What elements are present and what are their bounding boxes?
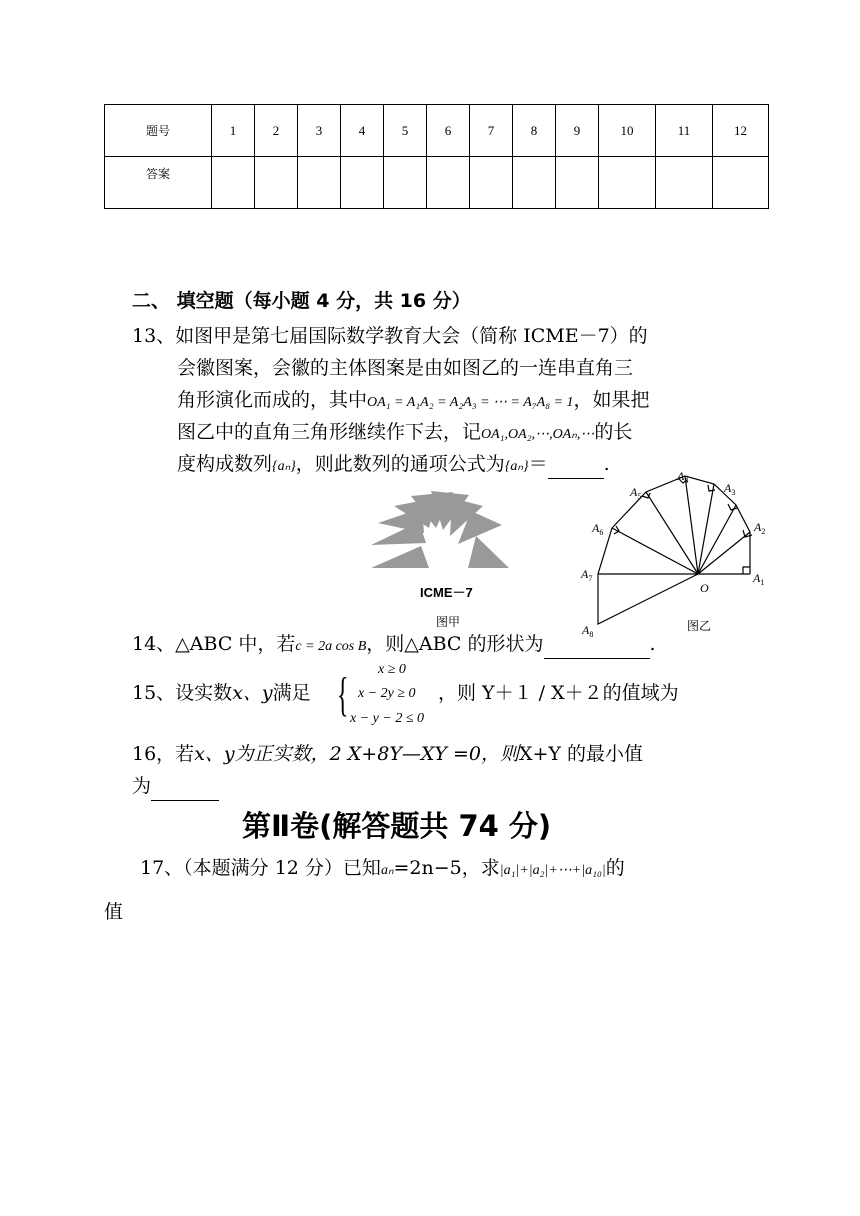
q17-sum-expression: |a₁|+|a₂|+⋯+|a₁₀| [499, 863, 606, 878]
q15-condition: x ≥ 0 [378, 662, 406, 677]
q13-text: 度构成数列 [177, 453, 273, 475]
answer-cell[interactable] [470, 157, 513, 209]
q13-text: ＝ [528, 453, 548, 475]
point-label-A2: $A_2$ [754, 520, 766, 536]
point-label-A5: $A_5$ [630, 485, 642, 501]
q16-expression: 2 X+8Y—XY =0，则 [329, 743, 519, 765]
q16-text: 16，若 [132, 743, 195, 765]
question-number: 9 [556, 105, 599, 157]
q13-line4 [177, 418, 632, 449]
system-brace: { [337, 668, 349, 721]
logo-triangle [468, 536, 509, 568]
q13-text: 的长 [594, 421, 633, 443]
answer-blank[interactable] [151, 772, 219, 801]
q13-line3 [177, 386, 650, 417]
question-number: 7 [470, 105, 513, 157]
question-number: 12 [713, 105, 769, 157]
q13-line5 [177, 450, 610, 481]
q13-sequence-symbol: {aₙ} [272, 459, 296, 474]
answer-cell[interactable] [255, 157, 298, 209]
q15-vars: x、y [232, 682, 273, 704]
q16-line2 [132, 772, 219, 801]
q17-line2: 值 [104, 901, 124, 923]
answer-cell[interactable] [713, 157, 769, 209]
question-number: 11 [656, 105, 713, 157]
point-label-A3: $A_3$ [724, 481, 736, 497]
q14-text: 14、△ABC 中，若 [132, 633, 296, 655]
point-label-A8: $A_8$ [582, 623, 594, 639]
q13-sequence-symbol: {aₙ} [504, 459, 529, 474]
answer-cell[interactable] [341, 157, 384, 209]
q15-condition: x − y − 2 ≤ 0 [350, 711, 425, 726]
question-number: 5 [384, 105, 427, 157]
answer-cell[interactable] [556, 157, 599, 209]
radius-OA6 [646, 492, 698, 574]
q14-line [132, 630, 656, 661]
q15-text: 满足 [272, 682, 311, 704]
q13-text: ，则此数列的通项公式为 [295, 453, 505, 475]
q13-text: 图乙中的直角三角形继续作下去，记 [177, 421, 482, 443]
point-label-A1: $A_1$ [753, 571, 765, 587]
q14-equation: c = 2a cos B [295, 639, 367, 654]
right-angle-marker [743, 567, 750, 574]
part-title: 第Ⅱ卷(解答题共 74 分) [242, 809, 552, 843]
figure-caption: 图甲 [436, 615, 461, 629]
logo-text: ICME－7 [420, 585, 473, 600]
answer-cell[interactable] [656, 157, 713, 209]
radius [612, 528, 698, 574]
q13-line1: 13、如图甲是第七届国际数学教育大会（简称 ICME－7）的 [132, 325, 648, 347]
q15-condition: x − 2y ≥ 0 [358, 686, 416, 701]
q15-text: 15、设实数 [132, 682, 233, 704]
q13-equation: OA₁ = A₁A₂ = A₂A₃ = ⋯ = A₇A₈ = 1 [367, 395, 574, 410]
question-number: 8 [513, 105, 556, 157]
radius-OA5 [685, 476, 698, 574]
q17-sequence-term: aₙ [380, 863, 394, 878]
question-number: 3 [298, 105, 341, 157]
table-row-answers [105, 157, 769, 209]
question-number-header: 题号 [105, 105, 212, 157]
answer-blank[interactable] [544, 630, 650, 659]
q17-text: 17、（本题满分 12 分）已知 [140, 857, 381, 879]
question-number: 4 [341, 105, 384, 157]
point-label-A6: $A_6$ [592, 521, 604, 537]
q13-line2: 会徽图案，会徽的主体图案是由如图乙的一连串直角三 [177, 357, 634, 379]
section-title: 二、 填空题（每小题 4 分，共 16 分） [132, 290, 471, 312]
question-number: 6 [427, 105, 470, 157]
point-label-A4: $A_4$ [677, 469, 689, 485]
q17-line1 [140, 854, 625, 885]
answer-header: 答案 [105, 157, 212, 209]
q17-text: =2n−5，求 [393, 857, 500, 879]
right-triangle-spiral-figure [578, 468, 774, 640]
q16-vars: x、y [194, 743, 235, 765]
answer-cell[interactable] [384, 157, 427, 209]
question-number: 1 [212, 105, 255, 157]
q13-text: ，如果把 [573, 389, 650, 411]
radius-OA2 [698, 532, 750, 574]
q16-text: X+Y 的最小值 [518, 743, 644, 765]
q17-text: 的 [605, 857, 625, 879]
q13-text: . [603, 453, 610, 475]
q13-text: 角形演化而成的，其中 [177, 389, 368, 411]
question-number: 2 [255, 105, 298, 157]
table-row-numbers [105, 105, 769, 157]
q15-text-post: ，则 Y＋１ / X＋２的值域为 [438, 682, 679, 704]
point-label-A7: $A_7$ [581, 567, 593, 583]
point-label-O: O [700, 581, 709, 595]
answer-cell[interactable] [599, 157, 656, 209]
question-number: 10 [599, 105, 656, 157]
q15-line [132, 679, 311, 707]
q14-text: . [649, 633, 656, 655]
logo-triangle [371, 546, 429, 568]
q13-sequence: OA₁,OA₂,⋯,OAₙ,⋯ [481, 427, 595, 442]
q16-text: 为 [132, 775, 152, 797]
answer-table [104, 104, 769, 209]
q16-text: 为正实数， [234, 743, 330, 765]
q14-text: ，则△ABC 的形状为 [366, 633, 544, 655]
q16-line1 [132, 740, 643, 768]
answer-cell[interactable] [513, 157, 556, 209]
answer-cell[interactable] [212, 157, 255, 209]
figure-caption: 图乙 [687, 619, 712, 633]
answer-cell[interactable] [427, 157, 470, 209]
answer-cell[interactable] [298, 157, 341, 209]
